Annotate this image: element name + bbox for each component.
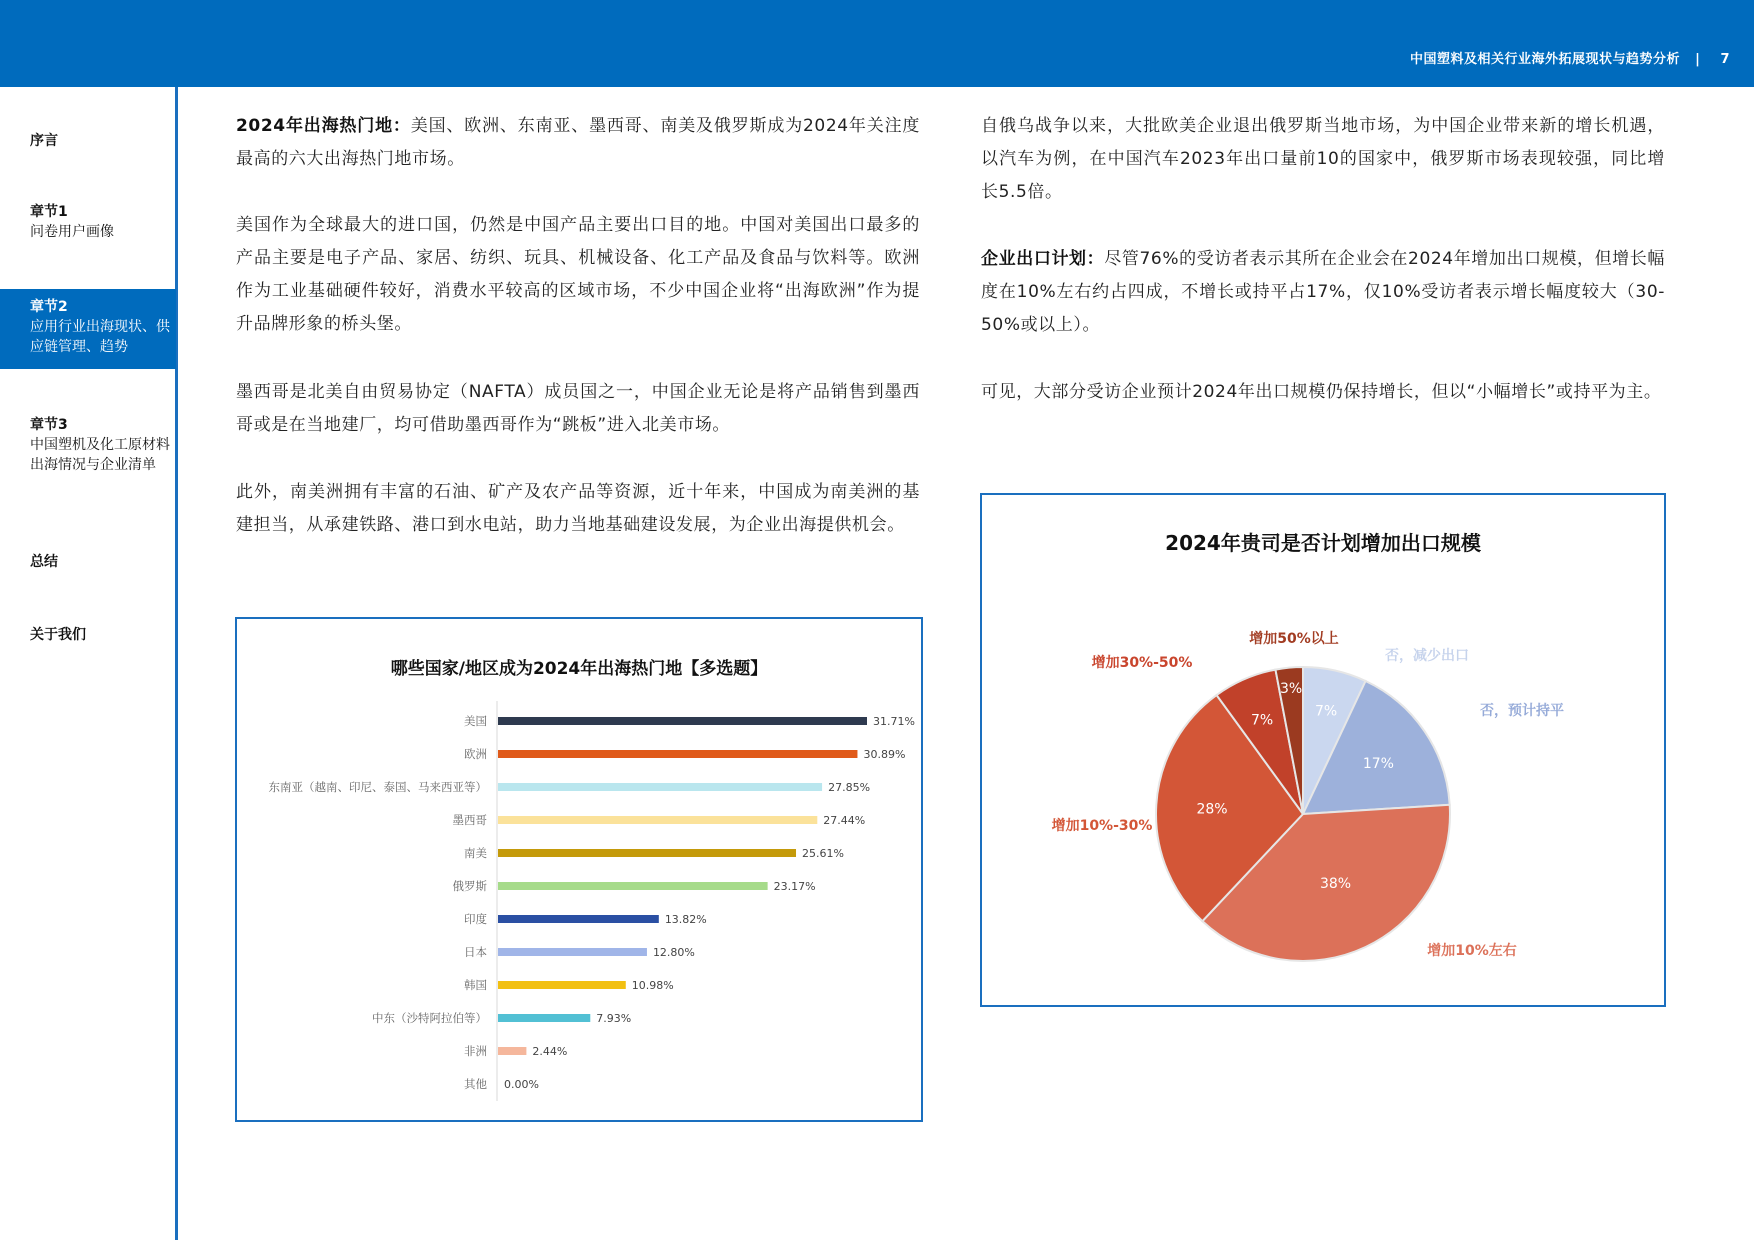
bar-category-label: 欧洲 xyxy=(464,747,487,761)
bar-chart xyxy=(237,619,921,1120)
bar-category-label: 韩国 xyxy=(464,978,487,992)
para-text: 尽管76%的受访者表示其所在企业会在2024年增加出口规模，但增长幅度在10%左右约占四成，不增长或持平占17%，仅10%受访者表示增长幅度较大（30-50%或以上）。 xyxy=(981,249,1666,335)
page-header xyxy=(0,0,1754,87)
nav-heading: 章节3 xyxy=(30,417,68,433)
bar xyxy=(498,1047,526,1055)
pie-chart-box xyxy=(980,493,1666,1007)
left-paragraph-1 xyxy=(236,110,920,176)
nav-heading: 总结 xyxy=(30,554,58,570)
nav-heading: 关于我们 xyxy=(30,627,86,643)
bar-value-label: 27.85% xyxy=(828,781,871,794)
bar-category-label: 墨西哥 xyxy=(452,813,487,827)
pie-value-label: 38% xyxy=(1319,876,1352,893)
pie-category-label: 否，减少出口 xyxy=(1385,648,1469,664)
bar-chart-title: 哪些国家/地区成为2024年出海热门地【多选题】 xyxy=(390,659,768,679)
nav-sub: 问卷用户画像 xyxy=(30,224,114,240)
sidebar-item-about[interactable] xyxy=(0,625,176,645)
bar-category-label: 日本 xyxy=(464,945,487,959)
bar-category-label: 美国 xyxy=(464,714,487,728)
right-paragraph-1 xyxy=(981,110,1665,209)
pie-value-label: 3% xyxy=(1279,681,1303,698)
pie-chart-title: 2024年贵司是否计划增加出口规模 xyxy=(1165,531,1481,555)
page-number: 7 xyxy=(1720,52,1730,67)
bar xyxy=(498,849,796,857)
bar-value-label: 27.44% xyxy=(823,814,866,827)
nav-sub: 中国塑机及化工原材料出海情况与企业清单 xyxy=(30,437,170,473)
pie-value-label: 7% xyxy=(1251,712,1274,729)
bar-value-label: 13.82% xyxy=(664,913,707,926)
pie-value-label: 28% xyxy=(1196,801,1228,818)
bar xyxy=(498,750,857,758)
bar xyxy=(498,882,768,890)
bar xyxy=(498,1014,590,1022)
para-text: 此外，南美洲拥有丰富的石油、矿产及农产品等资源，近十年来，中国成为南美洲的基建担当，从承建铁路、港口到水电站，助力当地基础建设发展，为企业出海提供机会。 xyxy=(236,482,920,535)
bar-value-label: 10.98% xyxy=(631,979,674,992)
pie-category-label: 否，预计持平 xyxy=(1480,703,1564,719)
bar-value-label: 25.61% xyxy=(802,847,844,860)
para-text: 自俄乌战争以来，大批欧美企业退出俄罗斯当地市场，为中国企业带来新的增长机遇，以汽车为例，在中国汽车2023年出口量前10的国家中，俄罗斯市场表现较强，同比增长5.5倍。 xyxy=(981,116,1665,202)
para-text: 美国作为全球最大的进口国，仍然是中国产品主要出口目的地。中国对美国出口最多的产品主要是电子产品、家居、纺织、玩具、机械设备、化工产品及食品与饮料等。欧洲作为工业基础硬件较好，消费水平较高的区域市场，不少中国企业将“出海欧洲”作为提升品牌形象的桥头堡。 xyxy=(236,215,920,334)
bar xyxy=(498,915,659,923)
para-text: 可见，大部分受访企业预计2024年出口规模仍保持增长，但以“小幅增长”或持平为主。 xyxy=(981,382,1662,402)
sidebar-item-chapter1[interactable] xyxy=(0,202,176,242)
bar-category-label: 俄罗斯 xyxy=(452,879,487,893)
pie-category-label: 增加10%-30% xyxy=(1051,818,1153,834)
right-paragraph-3 xyxy=(981,376,1665,409)
bar xyxy=(498,717,867,725)
pie-category-label: 增加10%左右 xyxy=(1427,943,1517,959)
para-lead: 企业出口计划： xyxy=(981,249,1105,269)
report-title: 中国塑料及相关行业海外拓展现状与趋势分析 xyxy=(1410,52,1681,67)
sidebar-item-chapter3[interactable] xyxy=(0,415,176,475)
bar-value-label: 30.89% xyxy=(863,748,906,761)
sidebar-item-chapter2[interactable] xyxy=(0,289,176,369)
nav-heading: 章节1 xyxy=(30,204,68,220)
header-title xyxy=(1410,48,1730,67)
bar-chart-box xyxy=(235,617,923,1122)
pie-category-label: 增加30%-50% xyxy=(1091,655,1193,671)
para-text: 墨西哥是北美自由贸易协定（NAFTA）成员国之一，中国企业无论是将产品销售到墨西哥或是在当地建厂，均可借助墨西哥作为“跳板”进入北美市场。 xyxy=(236,382,920,435)
sidebar-nav xyxy=(0,87,178,1240)
nav-sub: 应用行业出海现状、供应链管理、趋势 xyxy=(30,319,170,355)
left-paragraph-3 xyxy=(236,376,920,442)
bar xyxy=(498,948,647,956)
sidebar-item-preface[interactable] xyxy=(0,131,176,151)
pie-value-label: 7% xyxy=(1314,703,1338,720)
bar xyxy=(498,981,626,989)
bar xyxy=(498,783,822,791)
bar xyxy=(498,816,817,824)
bar-category-label: 中东（沙特阿拉伯等） xyxy=(372,1011,487,1025)
bar-category-label: 南美 xyxy=(464,846,487,860)
pie-value-label: 17% xyxy=(1362,755,1394,772)
bar-value-label: 7.93% xyxy=(596,1012,632,1025)
nav-heading: 序言 xyxy=(30,133,58,149)
left-paragraph-2 xyxy=(236,209,920,341)
bar-value-label: 12.80% xyxy=(652,946,695,959)
left-paragraph-4 xyxy=(236,476,920,542)
bar-value-label: 0.00% xyxy=(504,1078,539,1091)
separator: | xyxy=(1695,52,1701,67)
para-lead: 2024年出海热门地： xyxy=(236,116,411,136)
bar-category-label: 非洲 xyxy=(464,1044,487,1058)
pie-category-label: 增加50%以上 xyxy=(1249,631,1339,647)
bar-category-label: 印度 xyxy=(464,912,487,926)
sidebar-item-summary[interactable] xyxy=(0,552,176,572)
para-text: 美国、欧洲、东南亚、墨西哥、南美及俄罗斯成为2024年关注度最高的六大出海热门地市场。 xyxy=(236,116,921,169)
bar-value-label: 31.71% xyxy=(873,715,915,728)
bar-value-label: 2.44% xyxy=(532,1045,568,1058)
pie-chart xyxy=(982,495,1664,1005)
right-paragraph-2 xyxy=(981,243,1665,342)
bar-category-label: 东南亚（越南、印尼、泰国、马来西亚等） xyxy=(268,780,487,794)
bar-category-label: 其他 xyxy=(464,1077,487,1091)
bar-value-label: 23.17% xyxy=(773,880,816,893)
nav-heading: 章节2 xyxy=(30,299,68,315)
